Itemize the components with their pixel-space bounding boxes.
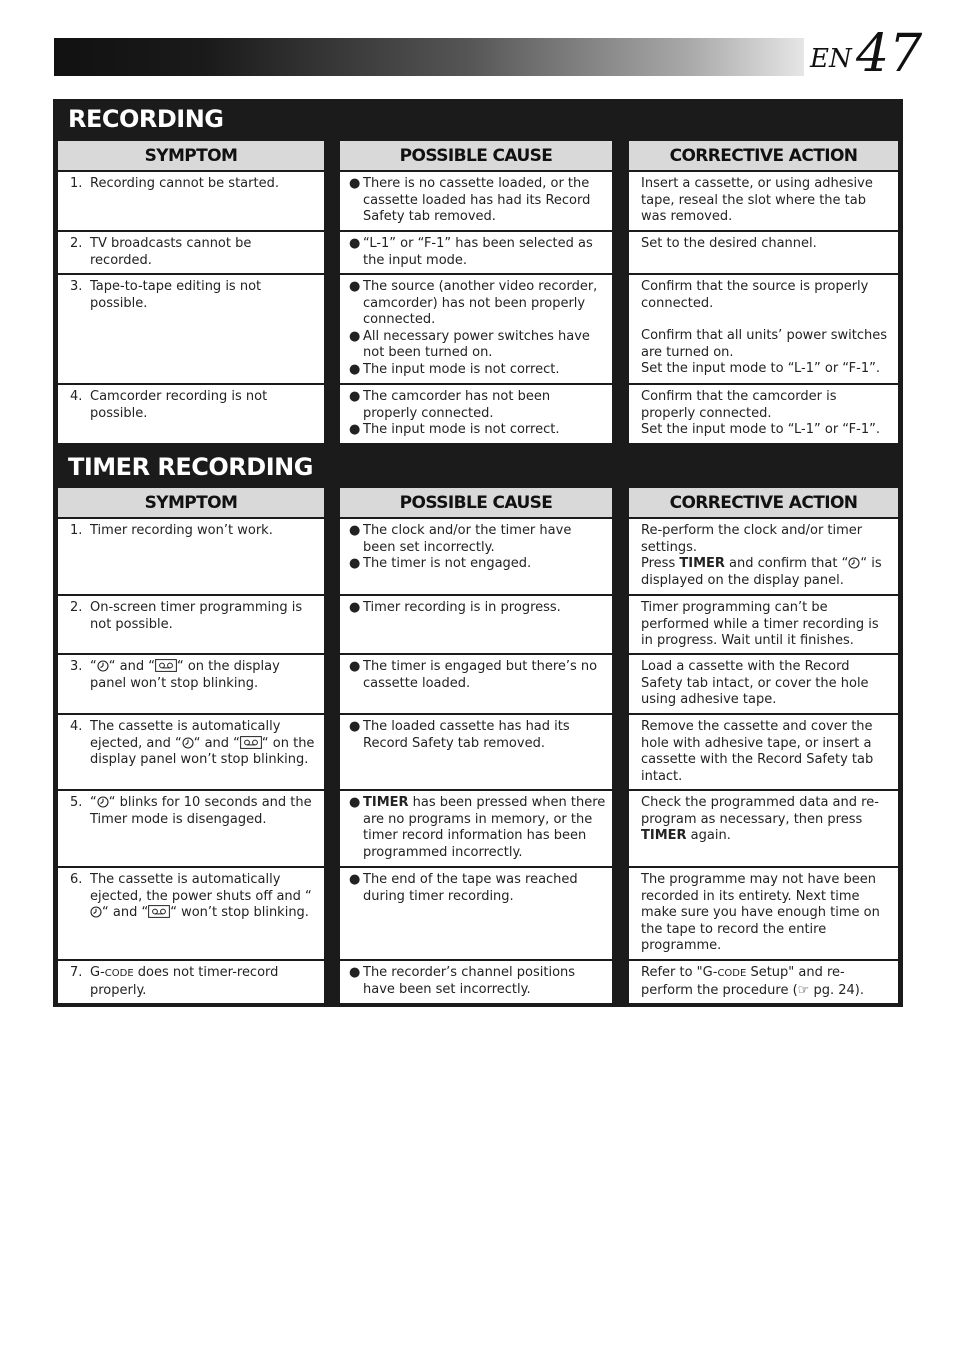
table-row-action: Load a cassette with the Record Safety tab intact, or cover the hole using adhesive tape. <box>629 655 898 713</box>
table-row-symptom: 3. Tape-to-tape editing is not possible. <box>58 275 324 383</box>
cassette-icon <box>148 905 170 918</box>
recording-title: RECORDING <box>68 105 224 133</box>
table-row-cause: ● The source (another video recorder, camcorder) has not been properly connected. ● All necessary power switches have not been turned on. ● The input mode is not correct. <box>340 275 612 383</box>
pointing-hand-icon: ☞ <box>797 982 810 998</box>
header-bar <box>54 38 804 76</box>
recording-cause-header: POSSIBLE CAUSE <box>340 141 612 170</box>
table-row-symptom: 1. Recording cannot be started. <box>58 172 324 230</box>
timer-recording-section <box>53 447 903 1007</box>
table-row-action: Confirm that the camcorder is properly connected. Set the input mode to “L-1” or “F-1”. <box>629 385 898 443</box>
table-row-action: Remove the cassette and cover the hole with adhesive tape, or insert a cassette with the Record Safety tab intact. <box>629 715 898 789</box>
table-row-action: Refer to "G-CODE Setup" and re-perform the procedure (☞ pg. 24). <box>629 961 898 1003</box>
recording-action-header: CORRECTIVE ACTION <box>629 141 898 170</box>
table-row-symptom: 5. “ “ blinks for 10 seconds and the Timer mode is disengaged. <box>58 791 324 866</box>
table-row-symptom: 2. TV broadcasts cannot be recorded. <box>58 232 324 273</box>
page-number: 47 <box>856 24 923 84</box>
clock-icon <box>97 796 109 808</box>
table-row-cause: ● “L-1” or “F-1” has been selected as the input mode. <box>340 232 612 273</box>
bullet-icon: ● <box>349 719 361 734</box>
bullet-icon: ● <box>349 523 361 538</box>
table-row-cause: ● The timer is engaged but there’s no cassette loaded. <box>340 655 612 713</box>
bullet-icon: ● <box>349 795 361 810</box>
table-row-action: Set to the desired channel. <box>629 232 898 273</box>
table-row-cause: ● The camcorder has not been properly connected. ● The input mode is not correct. <box>340 385 612 443</box>
timer-button-label: TIMER <box>641 828 687 843</box>
timer-cause-header: POSSIBLE CAUSE <box>340 488 612 517</box>
bullet-icon: ● <box>349 600 361 615</box>
table-row-cause: ● The clock and/or the timer have been set incorrectly. ● The timer is not engaged. <box>340 519 612 594</box>
table-row-cause: ● The end of the tape was reached during timer recording. <box>340 868 612 959</box>
bullet-icon: ● <box>349 389 361 404</box>
table-row-cause: ● TIMER has been pressed when there are no programs in memory, or the timer record information has been programmed incorrectly. <box>340 791 612 866</box>
timer-button-label: TIMER <box>679 556 725 571</box>
cassette-icon <box>240 736 262 749</box>
timer-button-label: TIMER <box>363 795 409 810</box>
table-row-symptom: 2. On-screen timer programming is not possible. <box>58 596 324 653</box>
table-row-cause: ● Timer recording is in progress. <box>340 596 612 653</box>
table-row-cause: ● The recorder’s channel positions have been set incorrectly. <box>340 961 612 1003</box>
bullet-icon: ● <box>349 279 361 294</box>
clock-icon <box>182 737 194 749</box>
g-code-small-caps: CODE <box>104 968 134 979</box>
table-row-action: Re-perform the clock and/or timer settings. Press TIMER and confirm that “ “ is displayed on the display panel. <box>629 519 898 594</box>
table-row-cause: ● There is no cassette loaded, or the cassette loaded has had its Record Safety tab removed. <box>340 172 612 230</box>
table-row-action: Insert a cassette, or using adhesive tape, reseal the slot where the tab was removed. <box>629 172 898 230</box>
g-code-small-caps: CODE <box>717 968 747 979</box>
bullet-icon: ● <box>349 556 361 571</box>
table-row-symptom: 4. The cassette is automatically ejected, and “ “ and “ “ on the display panel won’t stop blinking. <box>58 715 324 789</box>
page-language: EN <box>810 44 852 74</box>
table-row-symptom: 6. The cassette is automatically ejected, the power shuts off and ““ and “ “ won’t stop blinking. <box>58 868 324 959</box>
table-row-action: Confirm that the source is properly connected. Confirm that all units’ power switches are turned on. Set the input mode to “L-1” or “F-1”. <box>629 275 898 383</box>
table-row-action: Check the programmed data and re-program as necessary, then press TIMER again. <box>629 791 898 866</box>
clock-icon <box>90 906 102 918</box>
bullet-icon: ● <box>349 328 361 344</box>
table-row-cause: ● The loaded cassette has had its Record Safety tab removed. <box>340 715 612 789</box>
table-row-symptom: 3. “ “ and “ “ on the display panel won’t stop blinking. <box>58 655 324 713</box>
bullet-icon: ● <box>349 965 361 980</box>
table-row-symptom: 1. Timer recording won’t work. <box>58 519 324 594</box>
bullet-icon: ● <box>349 422 361 437</box>
recording-section <box>53 99 903 447</box>
timer-action-header: CORRECTIVE ACTION <box>629 488 898 517</box>
bullet-icon: ● <box>349 176 361 191</box>
clock-icon <box>848 557 860 569</box>
table-row-symptom: 7. G-CODE does not timer-record properly. <box>58 961 324 1003</box>
cassette-icon <box>155 659 177 672</box>
bullet-icon: ● <box>349 872 361 887</box>
bullet-icon: ● <box>349 659 361 674</box>
recording-symptom-header: SYMPTOM <box>58 141 324 170</box>
table-row-action: Timer programming can’t be performed while a timer recording is in progress. Wait until it finishes. <box>629 596 898 653</box>
bullet-icon: ● <box>349 361 361 377</box>
table-row-symptom: 4. Camcorder recording is not possible. <box>58 385 324 443</box>
clock-icon <box>97 660 109 672</box>
bullet-icon: ● <box>349 236 361 251</box>
timer-symptom-header: SYMPTOM <box>58 488 324 517</box>
timer-recording-title: TIMER RECORDING <box>68 453 313 481</box>
table-row-action: The programme may not have been recorded in its entirety. Next time make sure you have enough time on the tape to record the entire programme. <box>629 868 898 959</box>
